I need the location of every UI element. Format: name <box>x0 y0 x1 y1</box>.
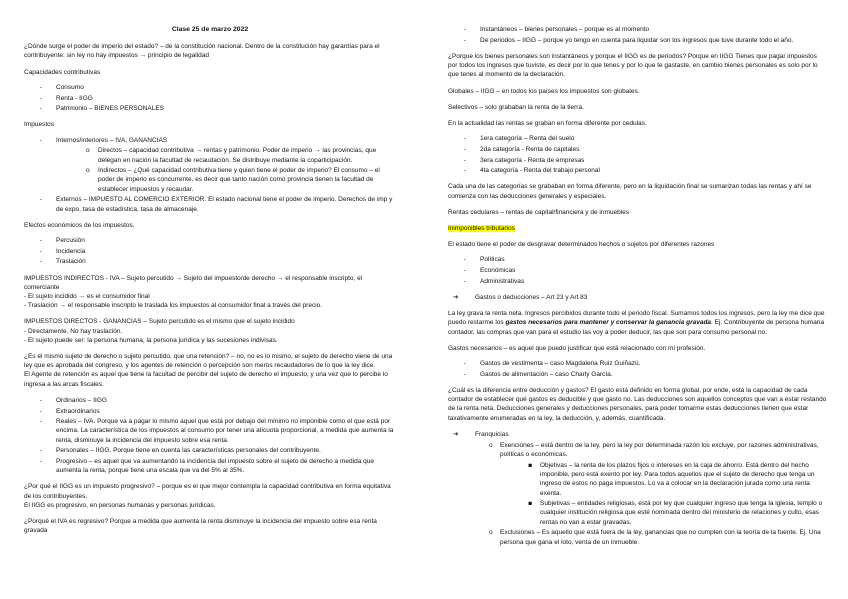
list-item: - Gastos de vestimenta – caso Magdalena Ruiz Guiñazú. <box>480 359 828 368</box>
text-run: . Ej. Contribuyente de persona humana contador, las compras que van para el estudio las voy a poder deducir, las que son para consumo personal no. <box>448 319 825 336</box>
list-item: - Administrativas <box>480 277 828 286</box>
list-item: - 3era categoría - Renta de empresas <box>480 156 828 165</box>
franquicias-list <box>448 430 828 547</box>
list-item: - Instantáneos – bienes personales – porque es al momento <box>480 25 828 34</box>
left-column <box>24 25 396 542</box>
gastos-necesarios-paragraph: Gastos necesarios – es aquel que puedo justificar que está relacionado con mi profesión. <box>448 344 706 352</box>
sublist-item-exenciones <box>500 441 828 527</box>
efectos-heading: Efectos económicos de los impuestos. <box>24 221 135 229</box>
list-item: - Progresivo – es aquel que va aumentando la incidencia del impuesto sobre el sujeto de derecho a medida que aumenta la renta, porque tiene una escala que va del 5% al 35%. <box>56 457 396 475</box>
clasificacion-list <box>24 396 396 476</box>
arrow-item-gastos: ➔ Gastos o deducciones – Art 23 y Art 83 <box>475 293 828 302</box>
internos-label: Internos/interiores – IVA, GANANCIAS <box>56 136 168 144</box>
text-line: - El sujeto incidido → es el consumidor final <box>24 292 150 300</box>
instantaneos-paragraph: ¿Porque los bienes personales son instantáneos y porque el IIGG es de periodos? Porque en IIGG Tienes que pagar impuestos por todos los ingresos que tuviste, es decir por lo que tenes y por lo que te gastaste, en cambio bienes personales es solo por lo que tenes al momento de la declaración. <box>448 52 818 79</box>
retencion-block <box>24 352 396 389</box>
indirectos-iva-block <box>24 274 396 311</box>
text-line: - El sujeto puede ser: la persona humana, la persona jurídica y las sucesiones indivisas. <box>24 336 278 344</box>
list-item-externos: - Externos – IMPUESTO AL COMERCIO EXTERIOR. El estado nacional tiene el poder de imperio. Derechos de imp y de expo, tasa de estadística, tasa de almacenaje. <box>56 195 396 213</box>
sublist-item-indirectos: o Indirectos – ¿Qué capacidad contributiva tiene y quien tiene el poder de imperio? El consumo – el poder de imperio es concurrente, es decir que tanto nación como provincia tienen la facultad de establecer impuestos y recaudar. <box>98 166 396 194</box>
impuestos-heading: Impuestos <box>24 121 54 129</box>
diferencia-paragraph: ¿Cuál es la diferencia entre deducción y gastos? El gasto está definido en forma global, por ende, está la capacidad de cada contador de establecer qué gastos es deducible y que gasto no. Las deducciones son aquellos conceptos que van a estar restando de la renta neta. Deducciones generales y deducciones personales, para poder tomarme estas deducciones tienen que estar taxativamente enumeradas en la ley, la deducción, y, además, cuantificada. <box>448 386 827 422</box>
arrow-item-franquicias <box>475 430 828 547</box>
list-item: - Incidencia <box>56 247 396 256</box>
regresivo-paragraph: ¿Porqué el IVA es regresivo? Porque a medida que aumenta la renta disminuye la incidencia del impuesto sobre esa renta gravada <box>24 518 377 535</box>
razones-list <box>448 255 828 286</box>
list-item: - Renta - IIGG <box>56 94 396 103</box>
text-line: - Traslación → el responsable inscripto le traslada los impuestos al consumidor final a través del precio. <box>24 302 323 310</box>
page-title: Clase 25 de marzo 2022 <box>171 26 249 33</box>
list-item: - Personales – IIGG. Porque tiene en cuenta las características personales del contribuyente. <box>56 446 396 455</box>
progresivo-block <box>24 482 396 510</box>
capacidades-list <box>24 83 396 114</box>
list-item: - Extraordinarios <box>56 407 396 416</box>
intro-paragraph: ¿Dónde surge el poder de imperio del estado? – de la constitución nacional. Dentro de la constitución hay garantías para el contribuyente: sin ley no hay impuestos → principio de legalidad <box>24 43 380 60</box>
list-item: - Reales – IVA. Porque va a pagar lo mismo aquel que está por debajo del mínimo no imponible como el que está por encima. La característica de los impuestos al consumo por tener una alícuota proporcional, a medida que aumenta la renta, disminuye la incidencia del impuesto sobre esa renta. <box>56 417 396 445</box>
list-item: - Traslación <box>56 257 396 266</box>
list-item-internos <box>56 136 396 194</box>
text-line: ¿Es el mismo sujeto de derecho o sujeto percutido, que una retención? – no, no es lo mismo, el sujeto de derecho viene de una ley que es aprobada del congreso, y los agentes de retención o percepción son meros recaudadores de lo que la ley dice. <box>24 352 393 370</box>
list-item: - 4ta categoría - Renta del trabajo personal <box>480 166 828 175</box>
franquicias-label: Franquicias <box>475 430 509 438</box>
sublist-item-subjetivas: ▪ Subjetivas – entidades religiosas, está por ley que cualquier ingreso que tenga la iglesia, templo o cualquier institución religiosa que esté nominada dentro del ministerio de relaciones y culto, esas rentas no van a estar gravadas. <box>540 499 828 527</box>
franquicias-sublist <box>475 441 828 547</box>
text-line: El Agente de retención es aquel que tiene la facultad de percibir del sujeto de derecho el impuesto, y una vez que lo percibe lo ingresa a las arcas fiscales. <box>24 371 388 388</box>
categorias-list <box>448 134 828 175</box>
globales-paragraph: Globales – IIGG – en todos los países los impuestos son globales. <box>448 87 640 95</box>
ley-grava-paragraph <box>448 309 828 337</box>
directos-ganancias-block <box>24 317 396 345</box>
exenciones-sublist <box>500 461 828 527</box>
estado-paragraph: El estado tiene el poder de desgravar determinados hechos o sujetos por diferentes razones <box>448 241 715 249</box>
actualidad-paragraph: En la actualidad las rentas se graban en forma diferente por cedulas. <box>448 119 647 127</box>
internos-sublist <box>56 146 396 194</box>
sublist-item-exclusiones: o Exclusiones – Es aquello que está fuera de la ley, ganancias que no cumplen con la teoría de la fuente. Ej. Una persona que gana el loto, venta de un inmueble. <box>500 528 828 546</box>
cedulares-paragraph: Rentas cedulares – rentas de capital/financiera y de inmuebles <box>448 208 630 216</box>
sublist-item-objetivas: ▪ Objetivas – la renta de los plazos fijos o intereses en la caja de ahorro. Está dentro del hecho imponible, pero está exento por ley. Para todos aquellos que el sujeto de derecho que tenga un ingreso de estos no paga impuestos. Lo va a colocar en la declaración jurada como una renta exenta. <box>540 461 828 498</box>
emphasis-text: gastos necesarios para mantener y conservar la ganancia gravada <box>505 319 712 327</box>
text-line: ¿Por qué el IIGG es un impuesto progresivo? – porque es el que mejor contempla la capacidad contributiva en forma equitativa de los contribuyentes. <box>24 483 391 500</box>
list-item: - Percusión <box>56 236 396 245</box>
categorias-paragraph: Cada una de las categorías se grababan en forma diferente, pero en la liquidación final se sumarizan todas las rentas y ahí se comienza con las deducciones generales y especiales. <box>448 183 812 200</box>
text-line: - Directamente. No hay traslación. <box>24 327 123 335</box>
highlight-heading-row <box>448 224 828 233</box>
casos-list <box>448 359 828 379</box>
text-line: IMPUESTOS INDIRECTOS - IVA – Sujeto percutido → Sujeto del impuesto/de derecho → el responsable inscripto, el comerciante <box>24 274 363 291</box>
list-item: - 1era categoría – Renta del suelo <box>480 134 828 143</box>
selectivos-paragraph: Selectivos – solo grababan la renta de la tierra. <box>448 103 584 111</box>
text-line: El IIGG es progresivo, en personas humanas y personas jurídicas. <box>24 501 216 509</box>
list-item: - Políticas <box>480 255 828 264</box>
gastos-arrow-list <box>448 293 828 302</box>
efectos-list <box>24 236 396 267</box>
list-item: - Económicas <box>480 266 828 275</box>
list-item: - Ordinarios – IIGG <box>56 396 396 405</box>
exenciones-text: Exenciones – está dentro de la ley, pero la ley por determinada razón los excluye, por razones administrativas, políticas o económicas. <box>500 442 819 459</box>
list-item: - Consumo <box>56 83 396 92</box>
impuestos-list <box>24 136 396 214</box>
capacidades-heading: Capacidades contributivas <box>24 68 101 76</box>
list-item: - De periodos – IIGG – porque yo tengo en cuenta para liquidar son los ingresos que tuve durante todo el año. <box>480 36 828 45</box>
temporal-list <box>448 25 828 45</box>
list-item: - Patrimonio – BIENES PERSONALES <box>56 104 396 113</box>
highlighted-heading: Inimponibles tributarios <box>448 225 515 233</box>
text-run: La ley grava la renta neta. Ingresos percibidos durante todo el periodo fiscal. Sumamos todos los ingresos, pero la ley me dice que puedo restarme los <box>448 310 825 327</box>
list-item: - 2da categoría - Renta de capitales <box>480 145 828 154</box>
text-line: IMPUESTOS DIRECTOS - GANANCIAS – Sujeto percutido es el mismo que el sujeto incidido <box>24 318 295 326</box>
list-item: - Gastos de alimentación – caso Charly García. <box>480 370 828 379</box>
sublist-item-directos: o Directos – capacidad contributiva → rentas y patrimonio. Poder de imperio → las provincias, que delegan en nación la facultad de recaudación. Se distribuye mediante la coparticipación. <box>98 146 396 164</box>
right-column <box>448 25 828 554</box>
